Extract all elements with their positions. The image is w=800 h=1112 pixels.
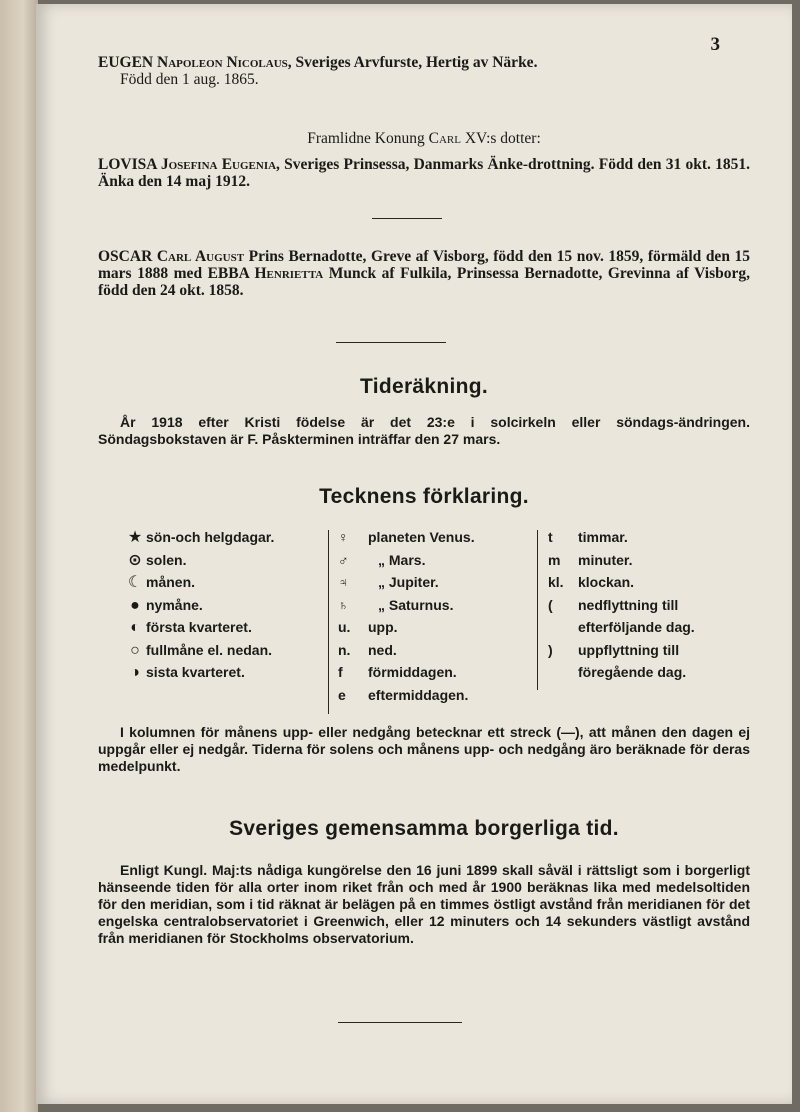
legend-row xyxy=(124,661,274,684)
legend-label: föregående dag. xyxy=(578,664,687,680)
full-moon-icon: ○ xyxy=(130,641,140,659)
lovisa-name: LOVISA xyxy=(98,156,157,173)
tiderakning-text: År 1918 efter Kristi födelse är det 23:e i solcirkeln eller söndags-ändringen. Söndagsbokstaven är F. Påskterminen inträffar den 27 mars. xyxy=(98,414,750,447)
legend-label: upp. xyxy=(368,619,398,635)
legend-symbol: u. xyxy=(338,619,351,635)
first-quarter-icon: ◐ xyxy=(130,619,140,636)
legend-label: fullmåne el. nedan. xyxy=(146,641,273,658)
legend-row xyxy=(338,571,534,594)
legend-row xyxy=(548,594,748,617)
legend-row xyxy=(548,526,748,549)
legend-symbol: kl. xyxy=(548,574,564,590)
legend-col-planets xyxy=(338,526,534,706)
legend-symbol: ( xyxy=(548,596,553,613)
legend-label: nedflyttning till xyxy=(578,596,679,613)
entry-eugen xyxy=(98,54,750,88)
legend-label: timmar. xyxy=(578,529,628,545)
legend-row xyxy=(338,526,534,549)
legend-row xyxy=(338,639,534,662)
legend-row xyxy=(124,616,274,639)
legend-label: första kvarteret. xyxy=(146,619,252,635)
legend-row xyxy=(338,661,534,684)
legend-row xyxy=(338,616,534,639)
legend-note: I kolumnen för månens upp- eller nedgång betecknar ett streck (—), att månen den dagen ej uppgår eller ej nedgår. Tiderna för solens och månens upp- och nedgång äro beräknade för deras medelpunkt. xyxy=(98,724,750,774)
borgerliga-text: Enligt Kungl. Maj:ts nådiga kungörelse den 16 juni 1899 skall såväl i rättsligt som i borgerligt hänseende tiden för alla orter inom riket från och med år 1900 beräknas lika med medelsoltiden för den meridian, som i tid räknat är belägen på en timmes östligt avstånd från meridianen för det engelska centralobservatoriet i Greenwich, eller 12 minuters och 14 sekunders västligt avstånd från meridianen för Stockholms observatorium. xyxy=(98,862,750,946)
legend-divider xyxy=(537,530,538,690)
legend-col-time xyxy=(548,526,748,684)
legend-symbol: f xyxy=(338,664,343,680)
legend-label: minuter. xyxy=(578,551,633,568)
lovisa-title: , Sveriges Prinsessa, Danmarks Änke-drottning. Född den 31 okt. 1851. Änka den 14 maj 1912. xyxy=(98,156,750,190)
eugen-name: EUGEN xyxy=(98,54,154,71)
divider xyxy=(338,1022,462,1023)
legend-label: sista kvarteret. xyxy=(146,664,245,680)
legend-label: förmiddagen. xyxy=(368,664,457,680)
oscar-text-1: Prins Bernadotte, Greve af Visborg, född den 15 nov. 1859, förmäld den 15 mars 1888 med EBBA xyxy=(98,248,750,282)
daughter-heading-post: XV:s dotter: xyxy=(464,130,541,147)
daughter-heading xyxy=(98,130,750,147)
book-page xyxy=(36,4,792,1104)
saturn-icon: ♄ xyxy=(338,596,349,613)
legend-row xyxy=(548,616,748,639)
oscar-text-2: Munck af Fulkila, Prinsessa Bernadotte, Grevinna af Visborg, född den 24 okt. 1858. xyxy=(98,265,751,299)
sun-icon: ⊙ xyxy=(128,551,142,569)
legend-row xyxy=(124,639,274,662)
legend-symbol: n. xyxy=(338,641,351,658)
entry-lovisa xyxy=(98,156,750,190)
legend-label: „ Jupiter. xyxy=(378,574,439,590)
section-borgerliga xyxy=(98,817,750,840)
legend-label: planeten Venus. xyxy=(368,529,475,545)
legend-row xyxy=(338,594,534,617)
borgerliga-title: Sveriges gemensamma borgerliga tid. xyxy=(229,817,619,840)
daughter-heading-king: Carl xyxy=(428,130,461,147)
oscar-given-names: Carl August xyxy=(156,248,245,265)
legend-symbol: ) xyxy=(548,641,553,658)
legend-row xyxy=(338,684,534,707)
legend-label: månen. xyxy=(146,574,196,590)
legend-label: „ Mars. xyxy=(378,551,426,568)
legend-label: nymåne. xyxy=(146,596,203,613)
legend-row xyxy=(548,661,748,684)
legend-row xyxy=(124,526,274,549)
legend-symbol: m xyxy=(548,551,561,568)
legend-label: ned. xyxy=(368,641,397,658)
legend-row xyxy=(548,549,748,572)
page-number: 3 xyxy=(710,34,720,55)
venus-icon: ♀ xyxy=(338,529,349,545)
legend-col-moon xyxy=(124,526,274,684)
entry-oscar xyxy=(98,248,750,299)
divider xyxy=(372,218,442,219)
legend-row xyxy=(548,639,748,662)
legend-row xyxy=(124,549,274,572)
legend-row xyxy=(124,571,274,594)
eugen-born: Född den 1 aug. 1865. xyxy=(120,71,259,88)
legend-symbol: t xyxy=(548,529,553,545)
legend-label: efterföljande dag. xyxy=(578,619,695,635)
eugen-title: , Sveriges Arvfurste, Hertig av Närke. xyxy=(287,54,538,71)
facing-page-edge xyxy=(0,0,38,1112)
tiderakning-title: Tideräkning. xyxy=(359,375,489,398)
symbol-legend xyxy=(124,526,754,718)
lovisa-given-names: Josefina Eugenia xyxy=(160,156,277,173)
legend-label: solen. xyxy=(146,551,187,568)
divider xyxy=(336,342,446,343)
legend-label: uppflyttning till xyxy=(578,641,680,658)
tecknens-title: Tecknens förklaring. xyxy=(319,485,529,508)
oscar-name: OSCAR xyxy=(98,248,153,265)
oscar-spouse-name: Henrietta xyxy=(254,265,324,282)
legend-label: klockan. xyxy=(578,574,635,590)
section-tecknens xyxy=(98,485,750,508)
star-icon: ★ xyxy=(127,529,143,546)
legend-label: sön-och helgdagar. xyxy=(146,529,275,545)
last-quarter-icon: ◑ xyxy=(130,664,140,681)
mars-icon: ♂ xyxy=(338,551,349,568)
legend-label: „ Saturnus. xyxy=(378,596,454,613)
section-tiderakning xyxy=(98,375,750,398)
legend-symbol: e xyxy=(338,686,346,703)
daughter-heading-pre: Framlidne Konung xyxy=(307,130,425,147)
moon-icon: ☾ xyxy=(127,574,143,591)
eugen-given-names: Napoleon Nicolaus xyxy=(157,54,288,71)
legend-label: eftermiddagen. xyxy=(368,686,469,703)
legend-row xyxy=(124,594,274,617)
legend-row xyxy=(548,571,748,594)
legend-row xyxy=(338,549,534,572)
new-moon-icon: ● xyxy=(130,596,140,614)
legend-divider xyxy=(328,530,329,714)
jupiter-icon: ♃ xyxy=(338,574,349,590)
